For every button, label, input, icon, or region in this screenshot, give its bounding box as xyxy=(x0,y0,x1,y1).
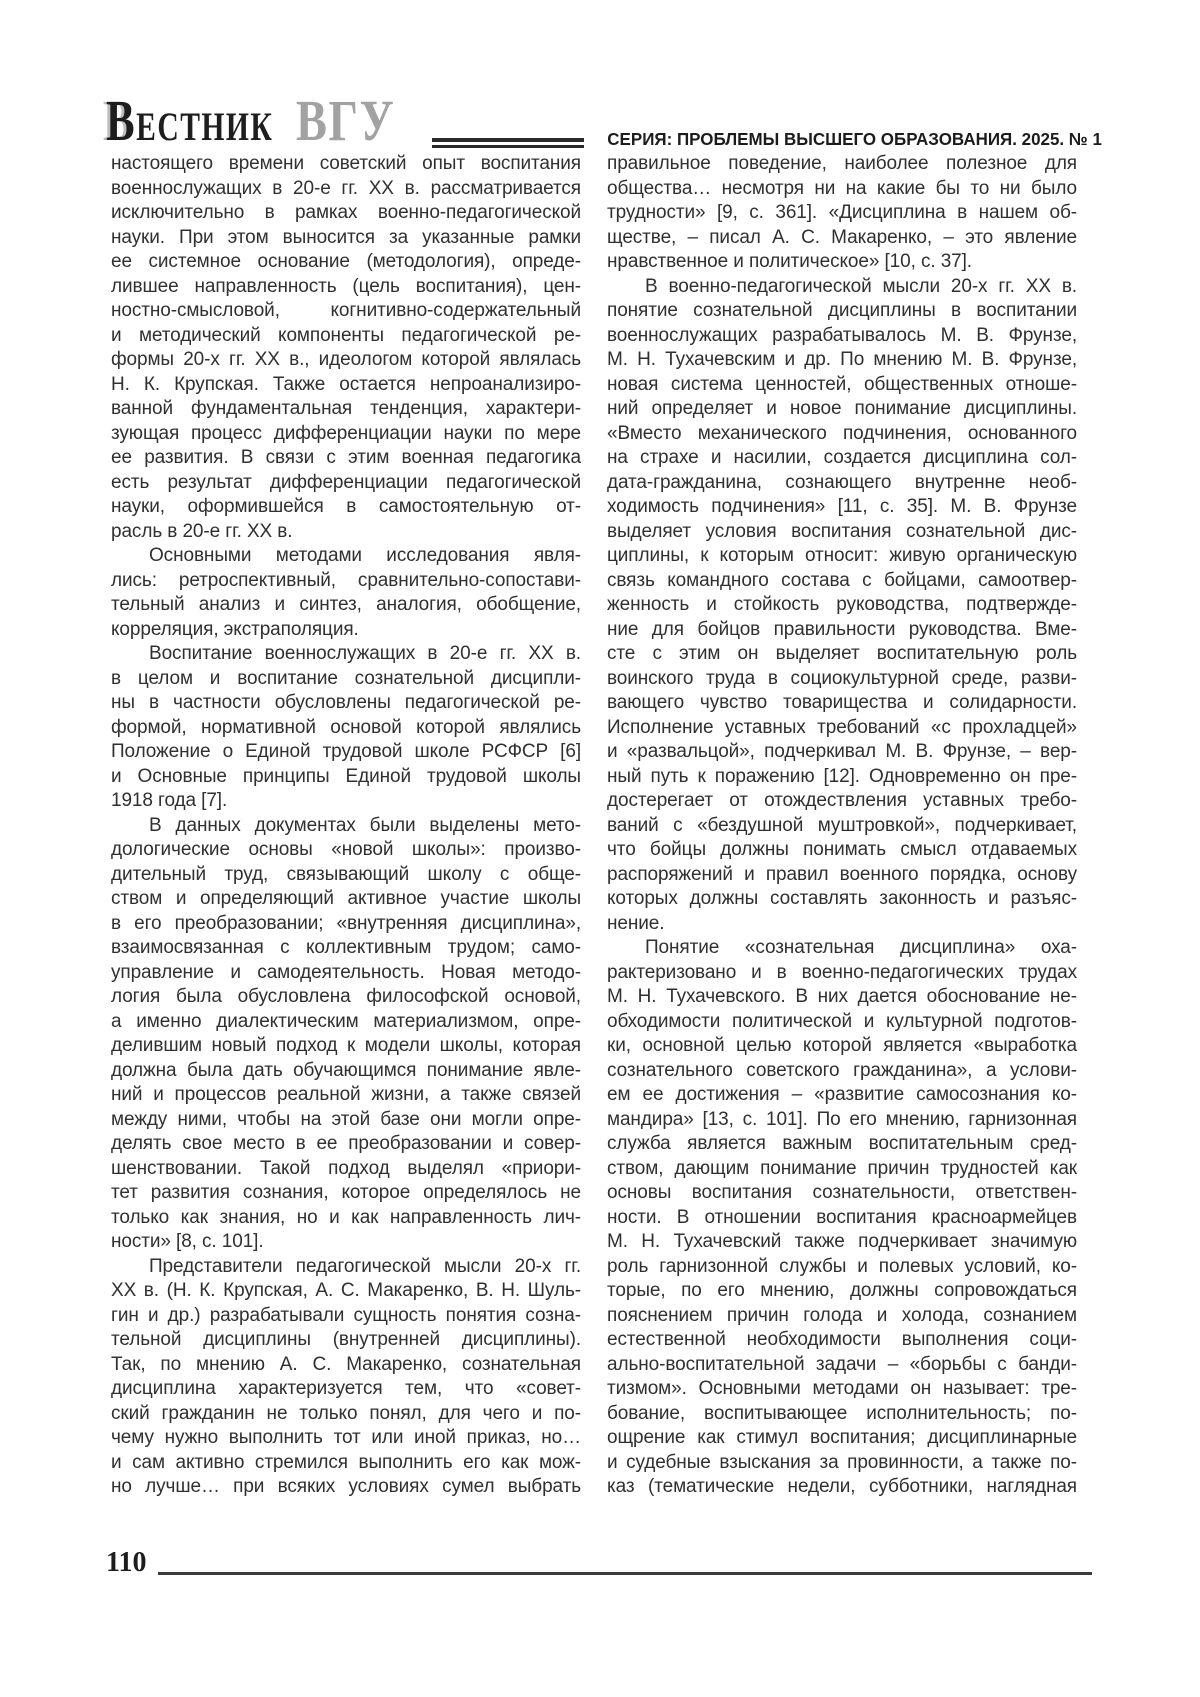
text-line: ством и определяющий активное участие школы xyxy=(111,888,581,909)
text-line: ний и процессов реальной жизни, а также связей xyxy=(111,1084,581,1105)
journal-logo xyxy=(106,88,420,153)
text-line: ваний с «бездушной муштровкой», подчеркивает, xyxy=(607,814,1077,836)
text-line: В данных документах были выделены мето- xyxy=(149,814,581,836)
text-line: тет развития сознания, которое определялось не xyxy=(111,1182,581,1203)
paragraph xyxy=(111,642,581,814)
text-line: зующая процесс дифференциации науки по мере xyxy=(111,422,581,444)
text-line: дата-гражданина, сознающего внутренне необ- xyxy=(607,471,1077,493)
text-line: взаимосвязанная с коллективным трудом; само- xyxy=(111,937,581,958)
text-line: ходимость подчинения» [11, с. 35]. М. В. Фрунзе xyxy=(607,496,1077,517)
text-line: лившее направленность (цель воспитания), цен- xyxy=(111,275,581,297)
text-line: ее системное основание (методология), опреде- xyxy=(111,251,581,272)
text-line: М. Н. Тухачевским и др. По мнению М. В. Фрунзе, xyxy=(607,349,1077,370)
paragraph xyxy=(111,1255,581,1500)
text-line: ществе, – писал А. С. Макаренко, – это явление xyxy=(607,226,1077,248)
text-line: есть результат дифференциации педагогической xyxy=(111,471,581,493)
text-line: воинского труда в социокультурной среде, разви- xyxy=(607,667,1077,689)
text-line: в его преобразовании; «внутренняя дисциплина», xyxy=(111,912,581,934)
series-title: СЕРИЯ: ПРОБЛЕМЫ ВЫСШЕГО ОБРАЗОВАНИЯ. 2025. № 1 xyxy=(607,129,1102,149)
text-line: распоряжений и правил военного порядка, основу xyxy=(607,863,1077,885)
text-line: достерегает от отождествления уставных требо- xyxy=(607,790,1077,811)
text-line: корреляция, экстраполяция. xyxy=(111,618,359,640)
text-line: дологические основы «новой школы»: произво- xyxy=(111,839,581,860)
text-line: тизмом». Основными методами он называет: тре- xyxy=(607,1378,1077,1399)
text-line: вающего чувство товарищества и солидарности. xyxy=(607,692,1077,713)
text-line: нравственное и политическое» [10, с. 37]. xyxy=(607,251,972,272)
text-line: Представители педагогической мысли 20-х гг. xyxy=(149,1255,581,1277)
right-column xyxy=(607,152,1077,1500)
text-line: чему нужно выполнить тот или иной приказ, но… xyxy=(111,1427,581,1448)
text-line: на страхе и насилии, создается дисциплина сол- xyxy=(607,447,1077,468)
text-line: общества… несмотря ни на какие бы то ни было xyxy=(607,177,1077,199)
text-line: и судебные взыскания за провинности, а также по- xyxy=(607,1451,1077,1473)
text-line: сте с этим он выделяет воспитательную роль xyxy=(607,643,1077,664)
text-line: М. Н. Тухачевского. В них дается обоснование не- xyxy=(607,986,1077,1007)
text-line: трудности» [9, с. 361]. «Дисциплина в нашем об- xyxy=(607,202,1077,223)
left-column xyxy=(111,152,581,1500)
text-line: лись: ретроспективный, сравнительно-сопостави- xyxy=(111,569,581,591)
text-line: ки, основной целью которой является «выработка xyxy=(607,1035,1077,1056)
text-line: ны в частности обусловлены педагогической ре- xyxy=(111,692,581,713)
text-line: военнослужащих разрабатывалось М. В. Фрунзе, xyxy=(607,324,1077,346)
text-line: между ними, чтобы на этой базе они могли опре- xyxy=(111,1108,581,1130)
logo-rest: ЕСТНИК xyxy=(136,104,274,149)
text-line: мандира» [13, с. 101]. По его мнению, гарнизонная xyxy=(607,1108,1077,1130)
text-line: рактеризовано и в военно-педагогических трудах xyxy=(607,961,1077,983)
text-line: военнослужащих в 20-е гг. XX в. рассматривается xyxy=(111,177,581,199)
text-line: гин и др.) разрабатывали сущность понятия созна- xyxy=(111,1304,581,1326)
text-line: логия была обусловлена философской основой, xyxy=(111,986,581,1007)
text-line: а именно диалектическим материализмом, опре- xyxy=(111,1010,581,1032)
logo-initial: В xyxy=(106,88,137,153)
text-line: Н. К. Крупская. Также остается непроанализиро- xyxy=(111,373,581,395)
text-line: ний определяет и новое понимание дисциплины. xyxy=(607,398,1077,419)
text-line: делять свое место в ее преобразовании и совер- xyxy=(111,1133,581,1154)
text-line: расль в 20-е гг. XX в. xyxy=(111,520,293,542)
text-line: пояснением причин голода и холода, сознанием xyxy=(607,1304,1077,1326)
text-line: дисциплина характеризуется тем, что «совет- xyxy=(111,1378,581,1399)
text-line: которых должны составлять законность и разъяс- xyxy=(607,888,1077,909)
text-line: что бойцы должны понимать смысл отдаваемых xyxy=(607,839,1077,860)
text-line: 1918 года [7]. xyxy=(111,790,228,811)
text-line: «Вместо механического подчинения, основанного xyxy=(607,422,1077,444)
text-line: служба является важным воспитательным сред- xyxy=(607,1133,1077,1154)
text-line: В военно-педагогической мысли 20-х гг. XX в. xyxy=(645,275,1077,297)
text-line: делившим новый подход к модели школы, которая xyxy=(111,1035,581,1056)
text-line: понятие сознательной дисциплины в воспитании xyxy=(607,300,1077,321)
text-line: исключительно в рамках военно-педагогической xyxy=(111,202,581,223)
text-line: науки. При этом выносится за указанные рамки xyxy=(111,226,581,248)
text-line: ности» [8, с. 101]. xyxy=(111,1231,264,1252)
text-line: сознательного советского гражданина», а услови- xyxy=(607,1059,1077,1081)
text-line: естественной необходимости выполнения соци- xyxy=(607,1329,1077,1350)
text-line: выделяет условия воспитания сознательной дис- xyxy=(607,520,1077,542)
text-line: ностно-смысловой, когнитивно-содержательный xyxy=(111,300,581,321)
paragraph xyxy=(607,936,1077,1500)
text-line: Исполнение уставных требований «с прохладцей» xyxy=(607,716,1077,738)
text-line: правильное поведение, наиболее полезное для xyxy=(607,153,1077,174)
text-line: ский гражданин не только понял, для чего и по- xyxy=(111,1402,581,1424)
text-line: ванной фундаментальная тенденция, характери- xyxy=(111,398,581,419)
paragraph xyxy=(607,275,1077,937)
text-line: Воспитание военнослужащих в 20-е гг. XX в. xyxy=(149,643,581,664)
text-line: бование, воспитывающее исполнительность; по- xyxy=(607,1402,1077,1424)
text-line: и сам активно стремился выполнить его как мож- xyxy=(111,1451,581,1473)
article-body xyxy=(111,152,1077,1500)
text-line: настоящего времени советский опыт воспитания xyxy=(111,153,581,174)
page-number: 110 xyxy=(106,1547,147,1578)
text-line: но лучше… при всяких условиях сумел выбрать xyxy=(111,1476,581,1497)
paragraph xyxy=(111,814,581,1255)
text-line: только как знания, но и как направленность лич- xyxy=(111,1206,581,1228)
text-line: каз (тематические недели, субботники, наглядная xyxy=(607,1476,1077,1497)
header-double-rule xyxy=(432,138,584,148)
page-footer xyxy=(106,1549,1092,1577)
text-line: ощрение как стимул воспитания; дисциплинарные xyxy=(607,1427,1077,1448)
text-line: новая система ценностей, общественных отноше- xyxy=(607,373,1077,395)
text-line: циплины, к которым относит: живую органическую xyxy=(607,545,1077,566)
text-line: ности. В отношении воспитания красноармейцев xyxy=(607,1206,1077,1228)
text-line: ством, дающим понимание причин трудностей как xyxy=(607,1157,1077,1179)
text-line: должна была дать обучающимся понимание явле- xyxy=(111,1059,581,1081)
logo-word-vestnik xyxy=(106,88,274,153)
text-line: управление и самодеятельность. Новая методо- xyxy=(111,961,581,983)
page-header xyxy=(106,88,1102,153)
paragraph xyxy=(607,152,1077,275)
text-line: шенствовании. Такой подход выделял «приори- xyxy=(111,1157,581,1179)
text-line: роль гарнизонной службы и полевых условий, ко- xyxy=(607,1255,1077,1277)
text-line: торые, по его мнению, должны сопровождаться xyxy=(607,1280,1077,1301)
text-line: женность и стойкость руководства, подтвержде- xyxy=(607,594,1077,615)
text-line: основы воспитания сознательности, ответствен- xyxy=(607,1182,1077,1203)
text-line: науки, оформившейся в самостоятельную от- xyxy=(111,496,581,517)
paragraph xyxy=(111,544,581,642)
text-line: ально-воспитательной задачи – «борьбы с банди- xyxy=(607,1353,1077,1375)
text-line: тельный анализ и синтез, аналогия, обобщение, xyxy=(111,594,581,615)
text-line: ный путь к поражению [12]. Одновременно он пре- xyxy=(607,765,1077,787)
text-line: формой, нормативной основой которой являлись xyxy=(111,716,581,738)
text-line: ние для бойцов правильности руководства. Вме- xyxy=(607,618,1077,640)
text-line: в целом и воспитание сознательной дисципли- xyxy=(111,667,581,689)
text-line: ем ее достижения – «развитие самосознания ко- xyxy=(607,1084,1077,1105)
text-line: формы 20-х гг. XX в., идеологом которой являлась xyxy=(111,349,581,370)
text-line: XX в. (Н. К. Крупская, А. С. Макаренко, В. Н. Шуль- xyxy=(111,1280,581,1301)
text-line: обходимости политической и культурной подготов- xyxy=(607,1010,1077,1032)
text-line: Положение о Единой трудовой школе РСФСР [6] xyxy=(111,741,581,762)
footer-rule xyxy=(158,1572,1092,1575)
logo-word-vgu: ВГУ xyxy=(296,88,396,153)
text-line: М. Н. Тухачевский также подчеркивает значимую xyxy=(607,1231,1077,1252)
text-line: и «развальцой», подчеркивал М. В. Фрунзе, – вер- xyxy=(607,741,1077,762)
text-line: Понятие «сознательная дисциплина» оха- xyxy=(645,937,1077,958)
text-line: и Основные принципы Единой трудовой школы xyxy=(111,765,581,787)
text-line: Так, по мнению А. С. Макаренко, сознательная xyxy=(111,1353,581,1375)
paragraph xyxy=(111,152,581,544)
text-line: и методический компоненты педагогической ре- xyxy=(111,324,581,346)
text-line: тельной дисциплины (внутренней дисциплины). xyxy=(111,1329,581,1350)
text-line: связь командного состава с бойцами, самоотвер- xyxy=(607,569,1077,591)
text-line: ее развития. В связи с этим военная педагогика xyxy=(111,447,581,468)
text-line: нение. xyxy=(607,912,665,934)
text-line: Основными методами исследования явля- xyxy=(149,545,581,566)
text-line: дительный труд, связывающий школу с обще- xyxy=(111,863,581,885)
